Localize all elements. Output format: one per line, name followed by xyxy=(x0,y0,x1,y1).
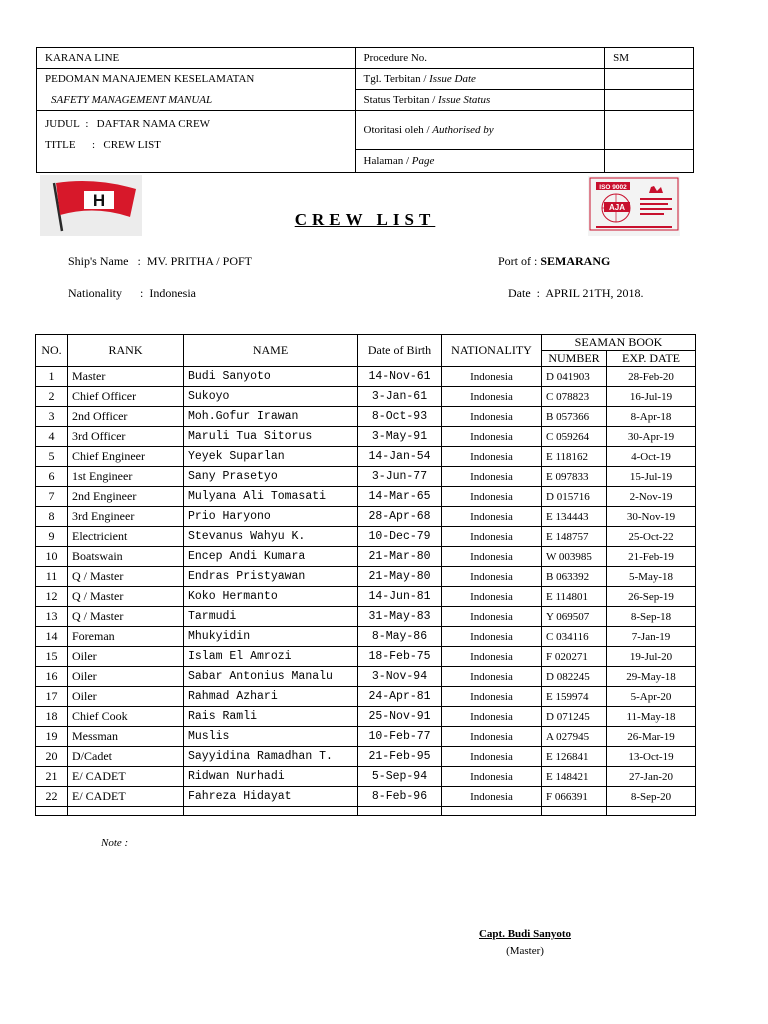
cell-exp-date: 16-Jul-19 xyxy=(607,387,696,407)
cell-exp-date: 30-Nov-19 xyxy=(607,507,696,527)
cell-seaman-number: E 097833 xyxy=(542,467,607,487)
cell-dob: 25-Nov-91 xyxy=(358,707,442,727)
cell-no: 2 xyxy=(36,387,68,407)
cell-dob: 8-Oct-93 xyxy=(358,407,442,427)
cell-no: 8 xyxy=(36,507,68,527)
table-row xyxy=(36,747,696,767)
cell-name: Tarmudi xyxy=(184,607,358,627)
company-name: KARANA LINE xyxy=(37,48,356,69)
cell-exp-date: 8-Sep-18 xyxy=(607,607,696,627)
cell-empty xyxy=(184,807,358,816)
cell-exp-date: 26-Mar-19 xyxy=(607,727,696,747)
cell-name: Islam El Amrozi xyxy=(184,647,358,667)
cell-rank: 3rd Officer xyxy=(68,427,184,447)
cell-nationality: Indonesia xyxy=(442,387,542,407)
nationality-line: Nationality : Indonesia xyxy=(68,286,196,300)
cell-rank: Oiler xyxy=(68,667,184,687)
col-header-no: NO. xyxy=(36,335,68,367)
cell-dob: 5-Sep-94 xyxy=(358,767,442,787)
cell-exp-date: 8-Sep-20 xyxy=(607,787,696,807)
cell-dob: 14-Mar-65 xyxy=(358,487,442,507)
cell-name: Sabar Antonius Manalu xyxy=(184,667,358,687)
cell-dob: 14-Jun-81 xyxy=(358,587,442,607)
cell-name: Sany Prasetyo xyxy=(184,467,358,487)
cell-rank: Q / Master xyxy=(68,587,184,607)
cell-dob: 28-Apr-68 xyxy=(358,507,442,527)
iso-brand: AJA xyxy=(608,203,626,212)
cell-dob: 31-May-83 xyxy=(358,607,442,627)
ship-name-value: MV. PRITHA / POFT xyxy=(146,254,252,268)
col-header-seaman-book: SEAMAN BOOK xyxy=(542,335,696,351)
cell-rank: Electricient xyxy=(68,527,184,547)
cell-seaman-number: D 082245 xyxy=(542,667,607,687)
table-row xyxy=(36,507,696,527)
cell-dob: 21-Mar-80 xyxy=(358,547,442,567)
table-row xyxy=(36,767,696,787)
cell-no: 5 xyxy=(36,447,68,467)
cell-rank: Foreman xyxy=(68,627,184,647)
cell-no: 4 xyxy=(36,427,68,447)
cell-seaman-number: D 041903 xyxy=(542,367,607,387)
cell-nationality: Indonesia xyxy=(442,687,542,707)
cell-exp-date: 28-Feb-20 xyxy=(607,367,696,387)
issue-date-value xyxy=(605,69,694,90)
cell-seaman-number: Y 069507 xyxy=(542,607,607,627)
cell-rank: D/Cadet xyxy=(68,747,184,767)
cell-no: 13 xyxy=(36,607,68,627)
cell-seaman-number: D 071245 xyxy=(542,707,607,727)
cell-empty xyxy=(542,807,607,816)
cell-name: Sukoyo xyxy=(184,387,358,407)
cell-nationality: Indonesia xyxy=(442,627,542,647)
issue-status-value xyxy=(605,90,694,111)
table-row xyxy=(36,707,696,727)
cell-exp-date: 4-Oct-19 xyxy=(607,447,696,467)
cell-empty xyxy=(36,807,68,816)
table-row xyxy=(36,387,696,407)
procedure-label: Procedure No. xyxy=(355,48,605,69)
cell-exp-date: 21-Feb-19 xyxy=(607,547,696,567)
cell-seaman-number: E 134443 xyxy=(542,507,607,527)
port-value: SEMARANG xyxy=(540,254,611,268)
cell-name: Maruli Tua Sitorus xyxy=(184,427,358,447)
cell-name: Rais Ramli xyxy=(184,707,358,727)
cell-seaman-number: B 057366 xyxy=(542,407,607,427)
table-row xyxy=(36,587,696,607)
cell-nationality: Indonesia xyxy=(442,487,542,507)
judul-line: JUDUL : DAFTAR NAMA CREW xyxy=(45,118,211,130)
cell-name: Yeyek Suparlan xyxy=(184,447,358,467)
cell-name: Endras Pristyawan xyxy=(184,567,358,587)
cell-seaman-number: C 059264 xyxy=(542,427,607,447)
title-line: TITLE : CREW LIST xyxy=(45,139,161,151)
cell-nationality: Indonesia xyxy=(442,427,542,447)
cell-rank: 2nd Officer xyxy=(68,407,184,427)
cell-seaman-number: D 015716 xyxy=(542,487,607,507)
cell-seaman-number: E 114801 xyxy=(542,587,607,607)
cell-rank: Master xyxy=(68,367,184,387)
table-row xyxy=(36,567,696,587)
cell-name: Mulyana Ali Tomasati xyxy=(184,487,358,507)
cell-seaman-number: A 027945 xyxy=(542,727,607,747)
note-label: Note : xyxy=(101,837,129,849)
table-row xyxy=(36,447,696,467)
cell-empty xyxy=(607,807,696,816)
table-row xyxy=(36,427,696,447)
page-label: Halaman / Page xyxy=(355,150,605,173)
cell-nationality: Indonesia xyxy=(442,787,542,807)
cell-exp-date: 19-Jul-20 xyxy=(607,647,696,667)
col-header-dob: Date of Birth xyxy=(358,335,442,367)
table-row xyxy=(36,727,696,747)
table-row xyxy=(36,547,696,567)
cell-nationality: Indonesia xyxy=(442,587,542,607)
cell-nationality: Indonesia xyxy=(442,727,542,747)
table-row xyxy=(36,667,696,687)
cell-dob: 3-Jun-77 xyxy=(358,467,442,487)
cell-name: Fahreza Hidayat xyxy=(184,787,358,807)
cell-rank: Messman xyxy=(68,727,184,747)
crew-list-table xyxy=(35,334,696,816)
col-header-number: NUMBER xyxy=(542,351,607,367)
cell-nationality: Indonesia xyxy=(442,507,542,527)
cell-name: Muslis xyxy=(184,727,358,747)
cell-no: 19 xyxy=(36,727,68,747)
cell-dob: 3-May-91 xyxy=(358,427,442,447)
cell-nationality: Indonesia xyxy=(442,447,542,467)
cell-no: 3 xyxy=(36,407,68,427)
cell-no: 18 xyxy=(36,707,68,727)
flag-letter: H xyxy=(92,191,106,210)
cell-name: Sayyidina Ramadhan T. xyxy=(184,747,358,767)
cell-rank: E/ CADET xyxy=(68,787,184,807)
table-row xyxy=(36,607,696,627)
nationality-value: Indonesia xyxy=(149,286,196,300)
table-row-empty xyxy=(36,807,696,816)
cell-empty xyxy=(442,807,542,816)
ship-name-line: Ship's Name : MV. PRITHA / POFT xyxy=(68,254,252,268)
cell-name: Moh.Gofur Irawan xyxy=(184,407,358,427)
table-row xyxy=(36,787,696,807)
cell-exp-date: 11-May-18 xyxy=(607,707,696,727)
judul-title-block xyxy=(37,111,356,173)
cell-no: 14 xyxy=(36,627,68,647)
cell-exp-date: 29-May-18 xyxy=(607,667,696,687)
cell-seaman-number: E 118162 xyxy=(542,447,607,467)
cell-no: 7 xyxy=(36,487,68,507)
table-row xyxy=(36,467,696,487)
cell-name: Mhukyidin xyxy=(184,627,358,647)
signatory-name: Capt. Budi Sanyoto xyxy=(478,928,571,940)
cell-dob: 21-Feb-95 xyxy=(358,747,442,767)
cell-dob: 18-Feb-75 xyxy=(358,647,442,667)
cell-rank: 1st Engineer xyxy=(68,467,184,487)
col-header-rank: RANK xyxy=(68,335,184,367)
cell-rank: Oiler xyxy=(68,687,184,707)
cell-rank: Chief Engineer xyxy=(68,447,184,467)
cell-dob: 14-Nov-61 xyxy=(358,367,442,387)
cell-exp-date: 7-Jan-19 xyxy=(607,627,696,647)
cell-exp-date: 13-Oct-19 xyxy=(607,747,696,767)
cell-no: 10 xyxy=(36,547,68,567)
cell-rank: 2nd Engineer xyxy=(68,487,184,507)
cell-name: Encep Andi Kumara xyxy=(184,547,358,567)
cell-exp-date: 5-May-18 xyxy=(607,567,696,587)
manual-title-id: PEDOMAN MANAJEMEN KESELAMATAN xyxy=(37,69,356,90)
cell-exp-date: 8-Apr-18 xyxy=(607,407,696,427)
cell-name: Budi Sanyoto xyxy=(184,367,358,387)
cell-rank: Q / Master xyxy=(68,567,184,587)
cell-dob: 10-Dec-79 xyxy=(358,527,442,547)
cell-dob: 8-Feb-96 xyxy=(358,787,442,807)
col-header-nationality: NATIONALITY xyxy=(442,335,542,367)
cell-exp-date: 30-Apr-19 xyxy=(607,427,696,447)
signatory-role: (Master) xyxy=(506,945,544,957)
cell-nationality: Indonesia xyxy=(442,527,542,547)
cell-rank: Oiler xyxy=(68,647,184,667)
cell-name: Koko Hermanto xyxy=(184,587,358,607)
cell-no: 21 xyxy=(36,767,68,787)
cell-seaman-number: E 148757 xyxy=(542,527,607,547)
cell-seaman-number: E 148421 xyxy=(542,767,607,787)
cell-nationality: Indonesia xyxy=(442,767,542,787)
cell-dob: 10-Feb-77 xyxy=(358,727,442,747)
cell-nationality: Indonesia xyxy=(442,367,542,387)
cell-nationality: Indonesia xyxy=(442,547,542,567)
cell-rank: E/ CADET xyxy=(68,767,184,787)
table-row xyxy=(36,487,696,507)
page-title: CREW LIST xyxy=(294,210,436,229)
cell-dob: 21-May-80 xyxy=(358,567,442,587)
document-header-table xyxy=(36,47,694,173)
col-header-exp-date: EXP. DATE xyxy=(607,351,696,367)
crew-table-body xyxy=(36,367,696,816)
col-header-name: NAME xyxy=(184,335,358,367)
cell-exp-date: 25-Oct-22 xyxy=(607,527,696,547)
cell-rank: Q / Master xyxy=(68,607,184,627)
cell-exp-date: 27-Jan-20 xyxy=(607,767,696,787)
cell-name: Prio Haryono xyxy=(184,507,358,527)
cell-name: Stevanus Wahyu K. xyxy=(184,527,358,547)
cell-dob: 8-May-86 xyxy=(358,627,442,647)
cell-rank: Chief Officer xyxy=(68,387,184,407)
cell-dob: 14-Jan-54 xyxy=(358,447,442,467)
cell-nationality: Indonesia xyxy=(442,747,542,767)
cell-nationality: Indonesia xyxy=(442,567,542,587)
cell-no: 22 xyxy=(36,787,68,807)
cell-seaman-number: E 126841 xyxy=(542,747,607,767)
cell-seaman-number: W 003985 xyxy=(542,547,607,567)
cell-nationality: Indonesia xyxy=(442,467,542,487)
cell-no: 17 xyxy=(36,687,68,707)
cell-nationality: Indonesia xyxy=(442,647,542,667)
cell-name: Ridwan Nurhadi xyxy=(184,767,358,787)
table-row xyxy=(36,407,696,427)
cell-seaman-number: F 020271 xyxy=(542,647,607,667)
table-row xyxy=(36,647,696,667)
manual-title-en: SAFETY MANAGEMENT MANUAL xyxy=(37,90,356,111)
cell-rank: Chief Cook xyxy=(68,707,184,727)
cell-dob: 3-Jan-61 xyxy=(358,387,442,407)
table-row xyxy=(36,627,696,647)
table-row xyxy=(36,687,696,707)
cell-no: 20 xyxy=(36,747,68,767)
cell-dob: 3-Nov-94 xyxy=(358,667,442,687)
date-value: APRIL 21TH, 2018. xyxy=(545,286,644,300)
page-value xyxy=(605,150,694,173)
issue-status-label: Status Terbitan / Issue Status xyxy=(355,90,605,111)
cell-no: 1 xyxy=(36,367,68,387)
cell-exp-date: 2-Nov-19 xyxy=(607,487,696,507)
date-line: Date : APRIL 21TH, 2018. xyxy=(508,286,644,300)
cell-dob: 24-Apr-81 xyxy=(358,687,442,707)
cell-no: 12 xyxy=(36,587,68,607)
cell-rank: Boatswain xyxy=(68,547,184,567)
cell-nationality: Indonesia xyxy=(442,407,542,427)
cell-seaman-number: C 078823 xyxy=(542,387,607,407)
cell-no: 6 xyxy=(36,467,68,487)
cell-exp-date: 26-Sep-19 xyxy=(607,587,696,607)
issue-date-label: Tgl. Terbitan / Issue Date xyxy=(355,69,605,90)
authorised-label: Otoritasi oleh / Authorised by xyxy=(355,111,605,150)
cell-empty xyxy=(358,807,442,816)
procedure-value: SM xyxy=(605,48,694,69)
cell-nationality: Indonesia xyxy=(442,707,542,727)
cell-exp-date: 15-Jul-19 xyxy=(607,467,696,487)
cell-empty xyxy=(68,807,184,816)
cell-seaman-number: E 159974 xyxy=(542,687,607,707)
cell-no: 11 xyxy=(36,567,68,587)
cell-no: 16 xyxy=(36,667,68,687)
cell-seaman-number: B 063392 xyxy=(542,567,607,587)
cell-seaman-number: F 066391 xyxy=(542,787,607,807)
table-row xyxy=(36,367,696,387)
cell-seaman-number: C 034116 xyxy=(542,627,607,647)
port-line: Port of : SEMARANG xyxy=(498,254,611,268)
cell-no: 15 xyxy=(36,647,68,667)
cell-name: Rahmad Azhari xyxy=(184,687,358,707)
cell-exp-date: 5-Apr-20 xyxy=(607,687,696,707)
table-row xyxy=(36,527,696,547)
cell-rank: 3rd Engineer xyxy=(68,507,184,527)
authorised-value xyxy=(605,111,694,150)
iso-label: ISO 9002 xyxy=(599,184,627,191)
cell-nationality: Indonesia xyxy=(442,607,542,627)
cell-no: 9 xyxy=(36,527,68,547)
cell-nationality: Indonesia xyxy=(442,667,542,687)
